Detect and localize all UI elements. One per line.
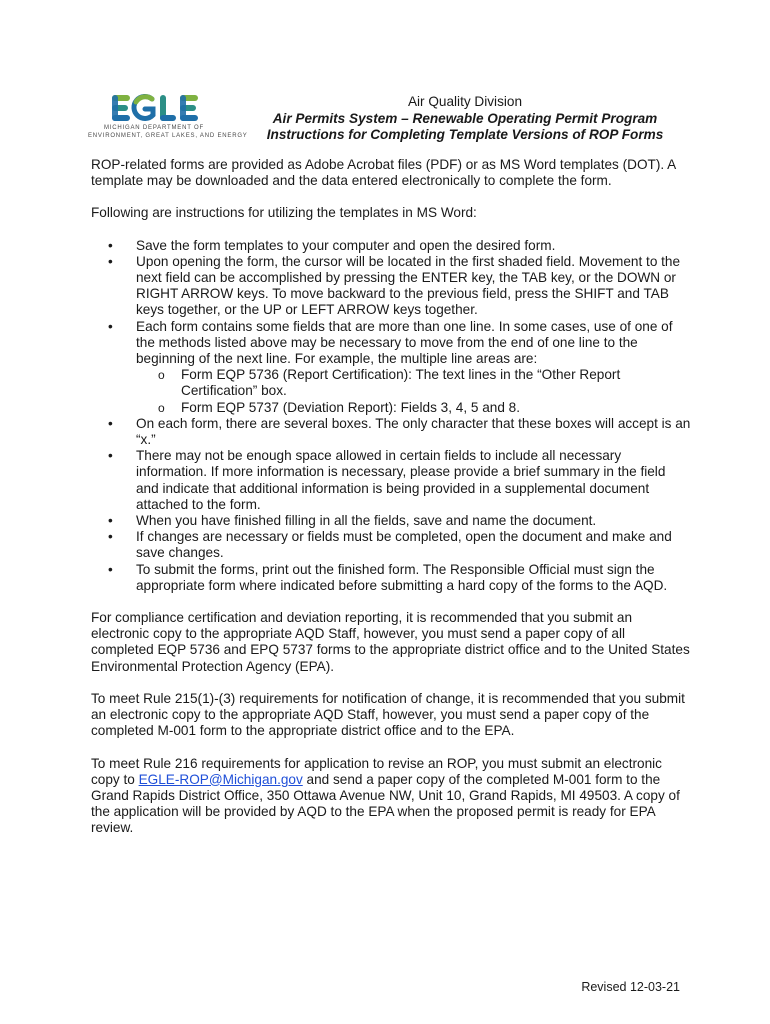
sub-list-item-text: Form EQP 5737 (Deviation Report): Fields 3, 4, 5 and 8. [181,399,521,415]
list-item [91,529,691,561]
list-item [91,319,691,416]
compliance-paragraph: For compliance certification and deviation reporting, it is recommended that you submit an electronic copy to the appropriate AQD Staff, however, you must send a paper copy of all completed EQP 5736 and EPQ 5737 forms to the appropriate district office and to the United States Environmental Protection Agency (EPA). [91,610,690,674]
rule-216-text-after: and send a paper copy of the completed M-001 form to the Grand Rapids District Office, 350 Ottawa Avenue NW, Unit 10, Grand Rapids, MI 49503. A copy of the application will be provided by AQD to the EPA when the proposed permit is ready for EPA review. [91,771,680,836]
list-item [91,416,691,448]
list-item-text: Upon opening the form, the cursor will be located in the first shaded field. Movement to the next field can be accomplished by pressing the ENTER key, the TAB key, or the DOWN or RIGHT ARROW keys. To move backward to the previous field, press the SHIFT and TAB keys together, or the UP or LEFT ARROW keys together. [136,253,681,318]
egle-letter-e2 [180,95,198,121]
list-item-text: Each form contains some fields that are more than one line. In some cases, use of one of the methods listed above may be necessary to move from the end of one line to the beginning of the next line. For example, the multiple line areas are: [136,318,673,367]
intro-paragraph: ROP-related forms are provided as Adobe Acrobat files (PDF) or as MS Word templates (DOT). A template may be downloaded and the data entered electronically to complete the form. [91,157,676,189]
list-item-text: If changes are necessary or fields must be completed, open the document and make and save changes. [136,529,672,561]
instructions-list [91,238,691,594]
instructions-lead: Following are instructions for utilizing the templates in MS Word: [91,205,477,221]
email-link[interactable]: EGLE-ROP@Michigan.gov [138,771,303,787]
sub-list-item [136,367,691,399]
sub-list [136,367,691,416]
document-header [200,94,730,144]
egle-letter-g [134,96,153,118]
revision-date: Revised 12-03-21 [581,980,680,994]
list-item [91,448,691,513]
rule-216-paragraph [91,756,691,837]
list-item-text: To submit the forms, print out the finished form. The Responsible Official must sign the appropriate form where indicated before submitting a hard copy of the forms to the AQD. [136,561,668,593]
document-body [91,157,691,853]
list-item-text: Save the form templates to your computer and open the desired form. [136,237,556,253]
sub-list-item [136,400,691,416]
list-item [91,238,691,254]
list-item-text: When you have finished filling in all the fields, save and name the document. [136,513,597,529]
logo-tagline-1: MICHIGAN DEPARTMENT OF [104,125,204,131]
list-item [91,513,691,529]
logo-tagline-2: ENVIRONMENT, GREAT LAKES, AND ENERGY [88,133,248,139]
sub-list-item-text: Form EQP 5736 (Report Certification): The text lines in the “Other Report Certification” box. [181,367,621,399]
rule-215-paragraph: To meet Rule 215(1)-(3) requirements for notification of change, it is recommended that you submit an electronic copy to the appropriate AQD Staff, however, you must send a paper copy of the completed M-001 form to the appropriate district office and to the EPA. [91,690,685,739]
egle-letter-l [160,95,176,121]
document-subtitle: Instructions for Completing Template Versions of ROP Forms [266,127,664,142]
division-name: Air Quality Division [407,94,523,109]
list-item-text: There may not be enough space allowed in certain fields to include all necessary information. If more information is necessary, please provide a brief summary in the field and indicate that additional information is being provided in a supplemental document attached to the form. [136,448,666,512]
rule-216-text-before: To meet Rule 216 requirements for application to revise an ROP, you must submit an electronic copy to [91,755,662,787]
document-title: Air Permits System – Renewable Operating Permit Program [272,110,658,126]
list-item [91,254,691,319]
list-item [91,562,691,594]
egle-wordmark [110,93,200,123]
egle-letter-e1 [112,95,130,121]
list-item-text: On each form, there are several boxes. The only character that these boxes will accept is an “x.” [136,415,691,448]
